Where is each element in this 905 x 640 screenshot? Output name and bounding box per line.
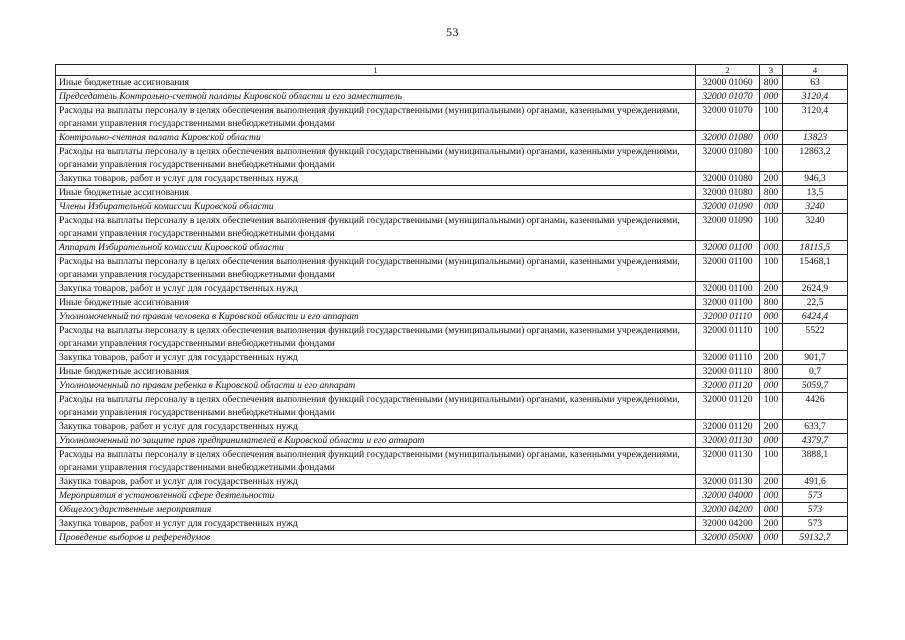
row-type: 100 [760,214,783,241]
row-code: 32000 01100 [696,255,760,282]
row-type: 100 [760,104,783,131]
row-description: Иные бюджетные ассигнования [56,186,696,200]
table-row [56,310,848,324]
table-row [56,186,848,200]
row-description: Иные бюджетные ассигнования [56,296,696,310]
row-amount: 63 [783,76,848,90]
row-amount: 4426 [783,393,848,420]
row-amount: 3240 [783,200,848,214]
row-description: Иные бюджетные ассигнования [56,365,696,379]
row-code: 32000 01080 [696,186,760,200]
row-type: 800 [760,365,783,379]
row-amount: 4379,7 [783,434,848,448]
row-description: Закупка товаров, работ и услуг для государственных нужд [56,475,696,489]
row-type: 000 [760,90,783,104]
table-row [56,393,848,420]
row-description: Расходы на выплаты персоналу в целях обеспечения выполнения функций государственными (муниципальными) органами, казенными учреждениями, органами управления государственными внебюджетными фондами [56,255,696,282]
row-type: 000 [760,241,783,255]
row-amount: 573 [783,489,848,503]
page-number: 53 [446,25,459,39]
table-row [56,448,848,475]
row-type: 000 [760,434,783,448]
row-amount: 22,5 [783,296,848,310]
row-code: 32000 01100 [696,241,760,255]
row-description: Расходы на выплаты персоналу в целях обеспечения выполнения функций государственными (муниципальными) органами, казенными учреждениями, органами управления государственными внебюджетными фондами [56,145,696,172]
row-code: 32000 01080 [696,131,760,145]
row-type: 100 [760,393,783,420]
row-type: 200 [760,420,783,434]
row-code: 32000 01070 [696,90,760,104]
row-description: Закупка товаров, работ и услуг для государственных нужд [56,282,696,296]
row-code: 32000 01120 [696,379,760,393]
row-type: 800 [760,76,783,90]
row-code: 32000 04200 [696,517,760,531]
row-code: 32000 01060 [696,76,760,90]
row-amount: 901,7 [783,351,848,365]
table-row [56,296,848,310]
row-type: 800 [760,186,783,200]
row-code: 32000 01110 [696,351,760,365]
row-amount: 59132,7 [783,531,848,545]
row-amount: 573 [783,503,848,517]
column-header-2: 2 [696,65,760,76]
table-row [56,475,848,489]
table-row [56,420,848,434]
table-row [56,531,848,545]
table-row [56,434,848,448]
budget-table [55,64,848,545]
table-row [56,214,848,241]
row-description: Расходы на выплаты персоналу в целях обеспечения выполнения функций государственными (муниципальными) органами, казенными учреждениями, органами управления государственными внебюджетными фондами [56,104,696,131]
row-amount: 5522 [783,324,848,351]
row-type: 000 [760,200,783,214]
table-row [56,241,848,255]
row-code: 32000 01130 [696,475,760,489]
row-amount: 3240 [783,214,848,241]
row-type: 200 [760,351,783,365]
row-code: 32000 01080 [696,172,760,186]
table-row [56,90,848,104]
table-row [56,517,848,531]
row-amount: 573 [783,517,848,531]
row-code: 32000 05000 [696,531,760,545]
row-type: 000 [760,131,783,145]
row-description: Закупка товаров, работ и услуг для государственных нужд [56,351,696,365]
row-code: 32000 01120 [696,420,760,434]
row-type: 800 [760,296,783,310]
row-amount: 13,5 [783,186,848,200]
row-code: 32000 01110 [696,365,760,379]
table-row [56,365,848,379]
row-type: 000 [760,531,783,545]
table-row [56,379,848,393]
row-code: 32000 01130 [696,434,760,448]
row-code: 32000 01100 [696,282,760,296]
row-code: 32000 01110 [696,324,760,351]
table-row [56,324,848,351]
row-description: Расходы на выплаты персоналу в целях обеспечения выполнения функций государственными (муниципальными) органами, казенными учреждениями, органами управления государственными внебюджетными фондами [56,448,696,475]
row-amount: 3120,4 [783,90,848,104]
table-row [56,503,848,517]
row-amount: 12863,2 [783,145,848,172]
row-amount: 491,6 [783,475,848,489]
row-amount: 6424,4 [783,310,848,324]
row-description: Иные бюджетные ассигнования [56,76,696,90]
row-type: 000 [760,503,783,517]
row-description: Мероприятия в установленной сфере деятельности [56,489,696,503]
row-description: Председатель Контрольно-счетной палаты Кировской области и его заместитель [56,90,696,104]
row-amount: 946,3 [783,172,848,186]
table-row [56,489,848,503]
row-type: 100 [760,448,783,475]
row-description: Уполномоченный по правам человека в Кировской области и его аппарат [56,310,696,324]
table-row [56,76,848,90]
row-type: 200 [760,172,783,186]
row-type: 000 [760,489,783,503]
row-description: Уполномоченный по правам ребенка в Кировской области и его аппарат [56,379,696,393]
row-description: Закупка товаров, работ и услуг для государственных нужд [56,517,696,531]
row-code: 32000 04000 [696,489,760,503]
row-code: 32000 01070 [696,104,760,131]
row-amount: 3120,4 [783,104,848,131]
column-header-1: 1 [56,65,696,76]
row-type: 100 [760,255,783,282]
row-amount: 633,7 [783,420,848,434]
row-type: 000 [760,310,783,324]
table-row [56,351,848,365]
row-code: 32000 01080 [696,145,760,172]
row-description: Закупка товаров, работ и услуг для государственных нужд [56,172,696,186]
row-type: 200 [760,282,783,296]
row-amount: 13823 [783,131,848,145]
table-row [56,145,848,172]
row-code: 32000 01120 [696,393,760,420]
row-code: 32000 01130 [696,448,760,475]
row-description: Аппарат Избирательной комиссии Кировской области [56,241,696,255]
row-type: 000 [760,379,783,393]
column-number-row [56,65,848,76]
row-description: Члены Избирательной комиссии Кировской области [56,200,696,214]
row-code: 32000 04200 [696,503,760,517]
row-amount: 5059,7 [783,379,848,393]
row-description: Уполномоченный по защите прав предпринимателей в Кировской области и его аппарат [56,434,696,448]
row-description: Проведение выборов и референдумов [56,531,696,545]
column-header-4: 4 [783,65,848,76]
row-amount: 2624,9 [783,282,848,296]
table-row [56,200,848,214]
row-description: Расходы на выплаты персоналу в целях обеспечения выполнения функций государственными (муниципальными) органами, казенными учреждениями, органами управления государственными внебюджетными фондами [56,324,696,351]
row-code: 32000 01100 [696,296,760,310]
budget-table-body [56,65,848,545]
row-type: 200 [760,475,783,489]
row-type: 200 [760,517,783,531]
row-amount: 15468,1 [783,255,848,282]
table-row [56,104,848,131]
table-row [56,131,848,145]
row-code: 32000 01110 [696,310,760,324]
table-row [56,172,848,186]
row-amount: 0,7 [783,365,848,379]
table-row [56,282,848,296]
row-description: Закупка товаров, работ и услуг для государственных нужд [56,420,696,434]
table-row [56,255,848,282]
row-type: 100 [760,324,783,351]
row-code: 32000 01090 [696,214,760,241]
column-header-3: 3 [760,65,783,76]
row-description: Расходы на выплаты персоналу в целях обеспечения выполнения функций государственными (муниципальными) органами, казенными учреждениями, органами управления государственными внебюджетными фондами [56,214,696,241]
row-code: 32000 01090 [696,200,760,214]
row-amount: 3888,1 [783,448,848,475]
row-description: Контрольно-счетная палата Кировской области [56,131,696,145]
row-description: Общегосударственные мероприятия [56,503,696,517]
row-type: 100 [760,145,783,172]
row-amount: 18115,5 [783,241,848,255]
row-description: Расходы на выплаты персоналу в целях обеспечения выполнения функций государственными (муниципальными) органами, казенными учреждениями, органами управления государственными внебюджетными фондами [56,393,696,420]
